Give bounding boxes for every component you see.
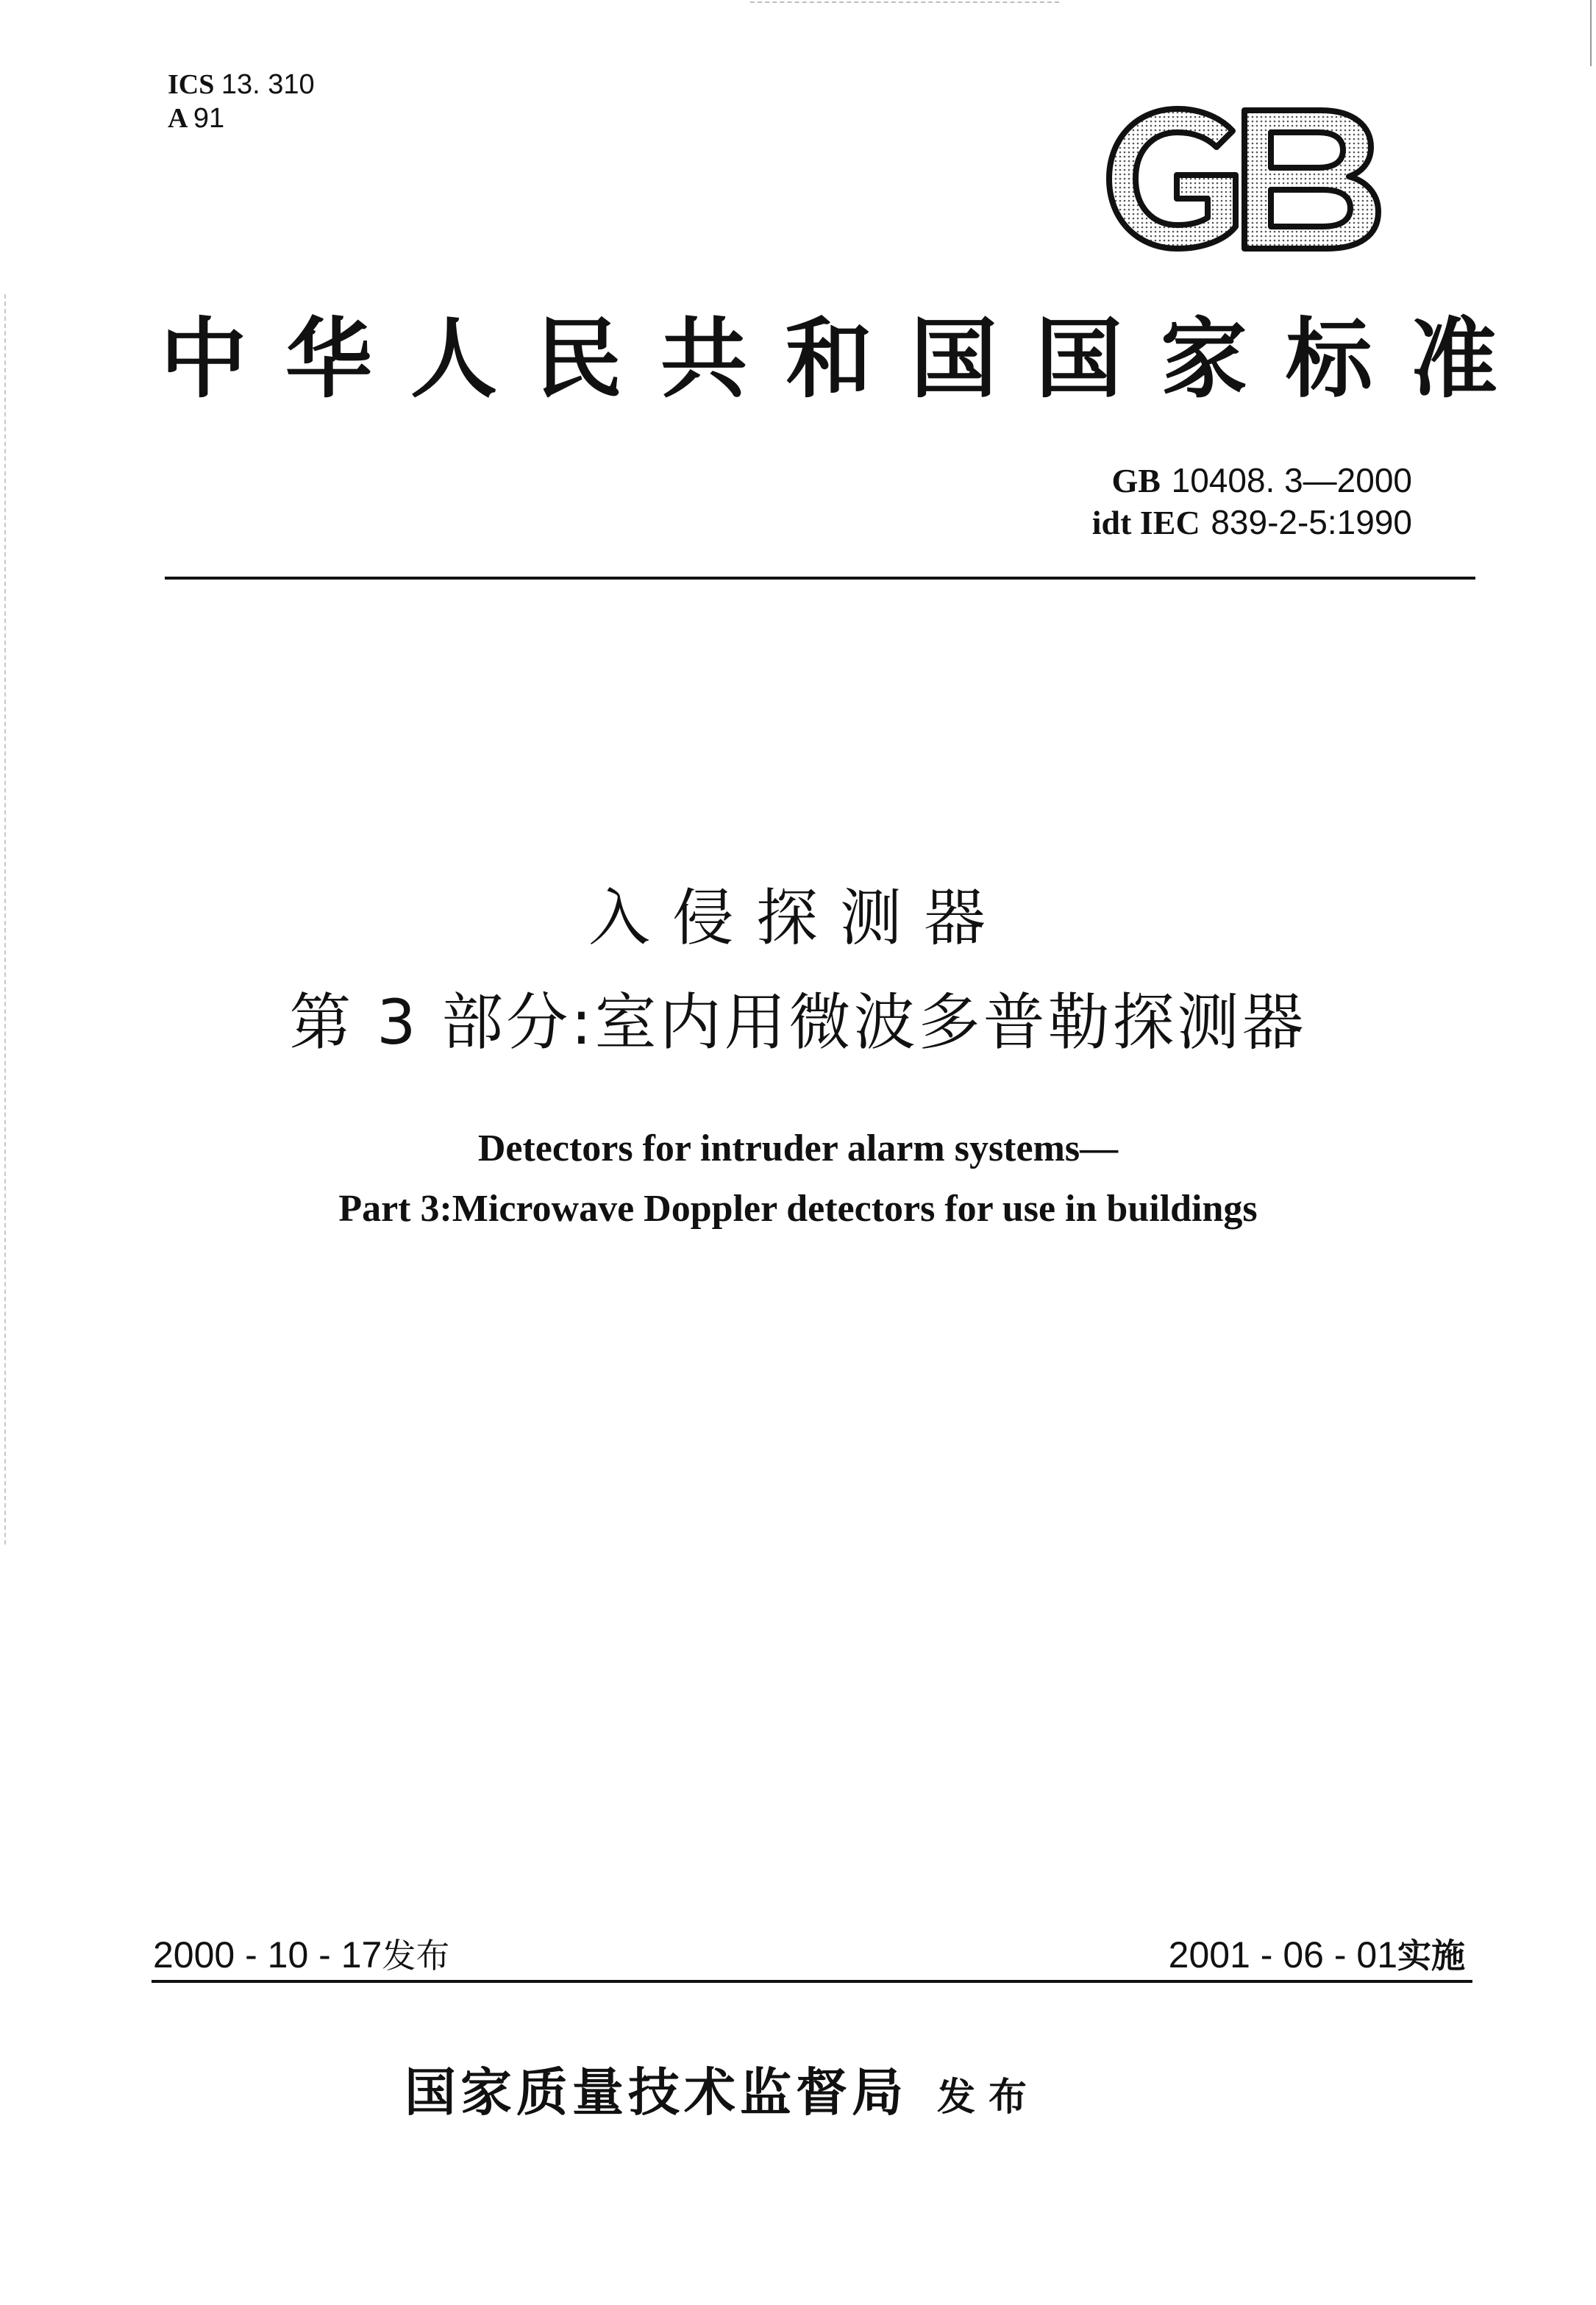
title-cn-main: 入侵探测器 (588, 882, 1008, 954)
title-cn-part: 第 3 部分:室内用微波多普勒探测器 (289, 986, 1307, 1058)
title-en-main: Detectors for intruder alarm systems— (477, 1127, 1119, 1169)
idt-number-line (1030, 502, 1412, 544)
issue-date-value: 2000 - 10 - 17 (153, 1934, 382, 1976)
scan-mark-right (1590, 0, 1592, 66)
national-standard-title: 中华人民共和国国家标准 (160, 307, 1536, 410)
ics-code: 13. 310 (221, 69, 315, 100)
idt-prefix: idt IEC (1091, 504, 1200, 541)
authority-publish-label: 发布 (937, 2075, 1041, 2120)
standard-number-block (1030, 460, 1412, 544)
issuing-authority (405, 2059, 1040, 2131)
idt-number: 839-2-5:1990 (1211, 503, 1412, 541)
ccs-label: A (168, 103, 187, 134)
ics-line (168, 68, 315, 101)
gb-number: 10408. 3—2000 (1171, 461, 1412, 499)
gb-number-line (1030, 460, 1412, 502)
ccs-line (168, 101, 315, 135)
classification-codes (168, 68, 315, 135)
effective-date-label: 实施 (1397, 1936, 1465, 1976)
effective-date-value: 2001 - 06 - 01 (1168, 1934, 1397, 1976)
effective-date (1169, 1933, 1465, 1978)
title-en-part: Part 3:Microwave Doppler detectors for use in buildings (338, 1188, 1258, 1230)
ccs-code: 91 (193, 103, 225, 134)
gb-logo-icon (1100, 101, 1387, 256)
gb-logo-graphic (1100, 101, 1387, 256)
scan-mark-top (750, 1, 1059, 3)
authority-name: 国家质量技术监督局 (405, 2062, 908, 2123)
header-divider (165, 577, 1475, 580)
issue-date-label: 发布 (382, 1936, 450, 1976)
ics-label: ICS (168, 69, 215, 100)
issue-date (153, 1933, 449, 1978)
footer-divider (152, 1980, 1472, 1983)
gb-prefix: GB (1111, 462, 1161, 499)
